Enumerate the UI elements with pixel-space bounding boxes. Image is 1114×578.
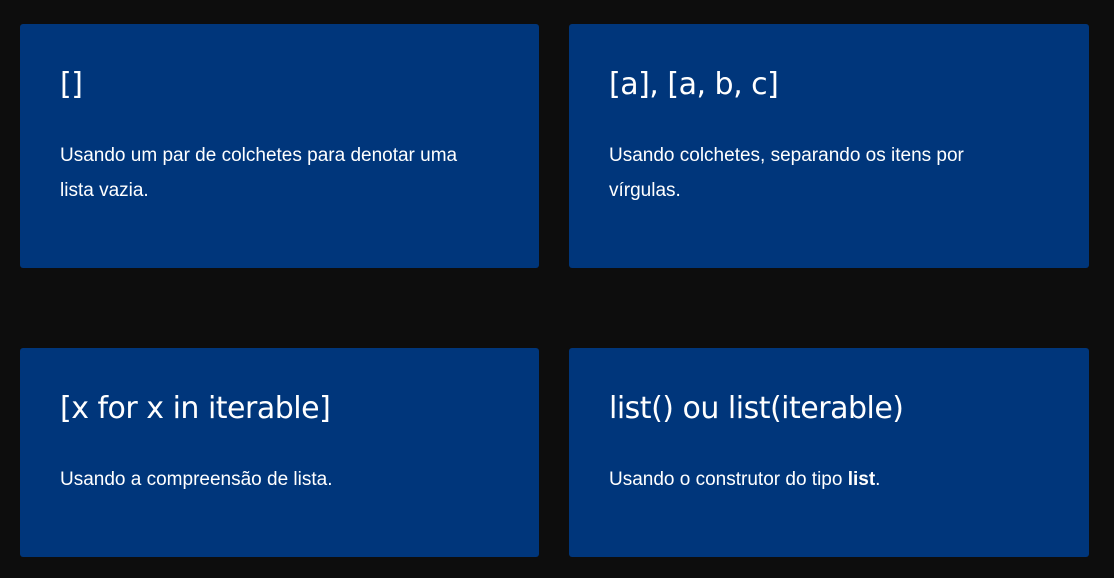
card-title: [x for x in iterable] bbox=[60, 391, 331, 426]
description-keyword: list bbox=[847, 469, 876, 490]
card-list-comprehension bbox=[20, 348, 539, 557]
card-description: Usando colchetes, separando os itens por vírgulas. bbox=[609, 145, 964, 201]
card-title: [a], [a, b, c] bbox=[609, 67, 779, 102]
card-empty-list bbox=[20, 24, 539, 268]
card-title: list() ou list(iterable) bbox=[609, 391, 904, 426]
card-title: [] bbox=[60, 67, 83, 102]
card-description: Usando a compreensão de lista. bbox=[60, 469, 333, 490]
card-description bbox=[609, 462, 1039, 497]
description-period: . bbox=[875, 469, 881, 490]
card-description: Usando um par de colchetes para denotar uma lista vazia. bbox=[60, 145, 458, 201]
card-brackets-list bbox=[569, 24, 1089, 268]
card-list-constructor bbox=[569, 348, 1089, 557]
description-text: Usando o construtor do tipo bbox=[609, 469, 848, 490]
